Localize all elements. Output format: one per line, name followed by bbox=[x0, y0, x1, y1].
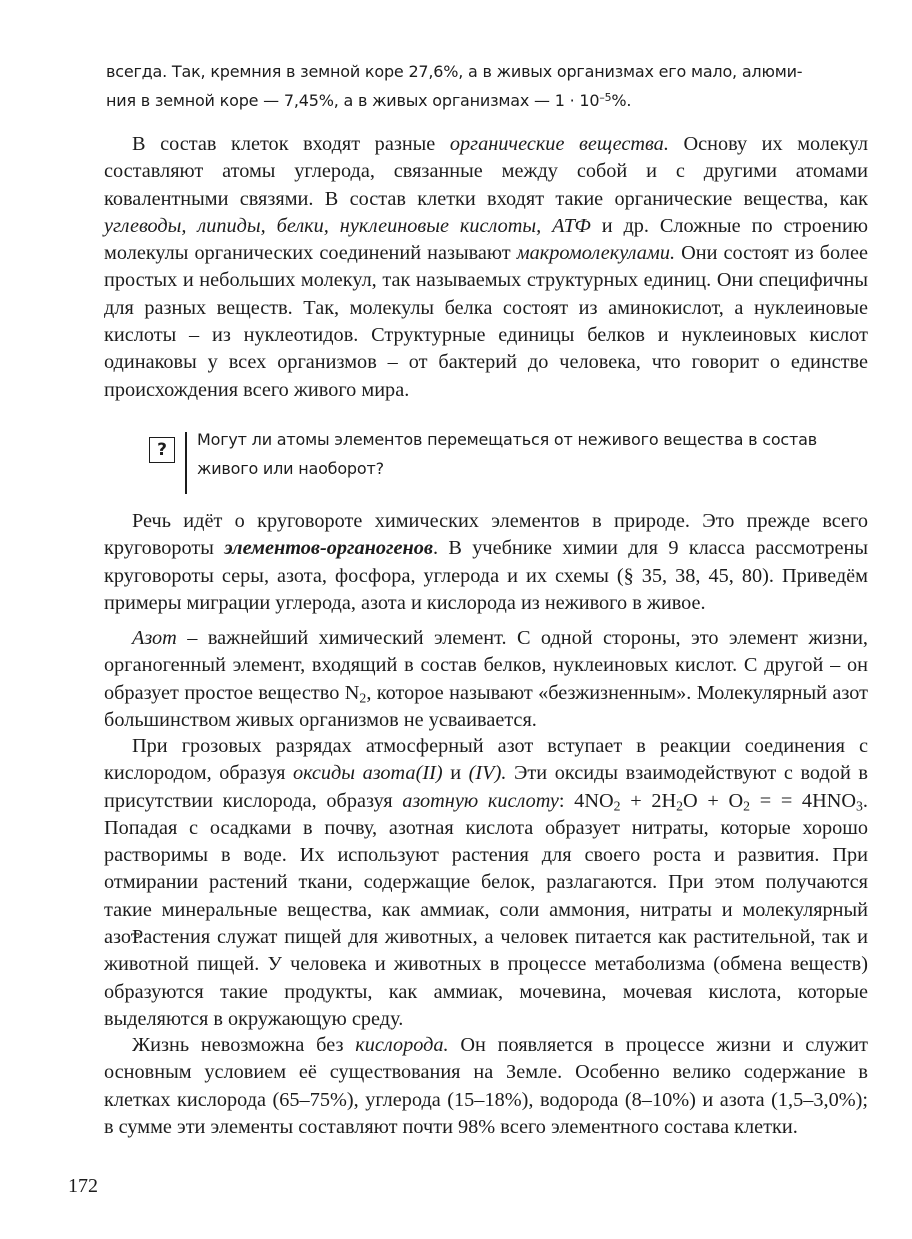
equation-part: + 2H bbox=[620, 789, 677, 812]
text-run: Жизнь невозможна без bbox=[132, 1034, 356, 1056]
question-divider bbox=[185, 432, 187, 494]
subscript: 3 bbox=[856, 798, 863, 814]
term-substance-list: углеводы, липиды, белки, нуклеиновые кислоты, АТФ bbox=[104, 214, 591, 237]
subscript: 2 bbox=[359, 690, 367, 706]
text-run: и bbox=[442, 762, 469, 785]
term-nitrogen: Азот bbox=[132, 627, 177, 649]
paragraph-element-cycles bbox=[104, 508, 868, 617]
text-run: . Попадая с осадками в почву, азотная кислота образует нитраты, которые хорошо растворимы в воде. Их используют растения для своего роста и развития. При отмирании растений ткани, содержащие белок, разлагаются. При этом получаются такие минеральные вещества, как аммиак, соли аммония, нитраты и молекулярный азот. bbox=[104, 789, 868, 949]
text-run: Они состоят из более простых и небольших молекул, так называемых структурных единиц. Они специфичны для разных веществ. Так, молекулы белка состоят из аминокислот, а нуклеиновые кислоты – из нуклеотидов. Структурные единицы белков и нуклеиновых кислот одинаковы у всех организмов – от бактерий до человека, что говорит о единстве происхождения всего живого мира. bbox=[104, 242, 868, 401]
question-text: Могут ли атомы элементов перемещаться от неживого вещества в состав живого или наоборот? bbox=[197, 430, 817, 478]
subscript: 2 bbox=[743, 798, 751, 814]
top-note-line-2 bbox=[106, 86, 866, 115]
top-note-line-2-end: %. bbox=[611, 91, 632, 110]
term-nitric-acid: азотную кислоту bbox=[402, 789, 559, 812]
text-run: При грозовых разрядах атмосферный азот вступает в реакции соединения с кислородом, образуя bbox=[104, 735, 868, 785]
text-run: Речь идёт о круговороте химических элементов в природе. Это прежде всего круговороты bbox=[104, 510, 868, 560]
equation-part: O + O bbox=[683, 789, 744, 812]
top-note bbox=[106, 57, 866, 115]
top-note-line-2-text: ния в земной коре — 7,45%, а в живых организмах — 1 · 10 bbox=[106, 91, 600, 110]
term-macromolecules: макромолекулами. bbox=[516, 242, 676, 265]
subscript: 2 bbox=[676, 798, 684, 814]
text-run: Основу их молекул составляют атомы углерода, связанные между собой и с другими атомами ковалентными связями. В состав клетки входят такие органические вещества, как bbox=[104, 133, 868, 210]
paragraph-food-chain: Растения служат пищей для животных, а человек питается как растительной, так и животной пищей. У человека и животных в процессе метаболизма (обмена веществ) образуются такие продукты, как аммиак, мочевина, мочевая кислота, которые выделяются в окружающую среду. bbox=[104, 926, 868, 1030]
page-number: 172 bbox=[68, 1175, 98, 1197]
top-note-line-1: всегда. Так, кремния в земной коре 27,6%, а в живых организмах его мало, алюми- bbox=[106, 62, 803, 81]
text-run: и др. Сложные по строению молекулы органических соединений называют bbox=[104, 214, 869, 265]
term-organogens: элементов-органогенов bbox=[224, 537, 433, 560]
term-oxide-iv: (IV). bbox=[468, 762, 507, 785]
term-nitrogen-oxides: оксиды азота(II) bbox=[293, 762, 443, 785]
paragraph-oxygen bbox=[104, 1032, 868, 1141]
equation-part: : 4NO bbox=[558, 789, 614, 812]
equation-part: = = 4HNO bbox=[750, 789, 857, 812]
text-run: . В учебнике химии для 9 класса рассмотрены круговороты серы, азота, фосфора, углерода и их схемы (§ 35, 38, 45, 80). Приведём примеры миграции углерода, азота и кислорода из неживого в живое. bbox=[104, 537, 868, 614]
text-run: Эти оксиды взаимодействуют с водой в присутствии кислорода, образуя bbox=[104, 762, 868, 812]
paragraph-organic-substances bbox=[104, 131, 868, 404]
exponent: –5 bbox=[599, 91, 612, 105]
term-oxygen: кислорода. bbox=[355, 1034, 449, 1056]
subscript: 2 bbox=[613, 798, 621, 814]
question-mark-icon: ? bbox=[149, 437, 175, 463]
paragraph-nitrogen bbox=[104, 625, 868, 734]
paragraph-lightning bbox=[104, 733, 868, 951]
text-run: , которое называют «безжизненным». Молекулярный азот большинством живых организмов не усваивается. bbox=[104, 681, 868, 731]
text-run: – важнейший химический элемент. С одной стороны, это элемент жизни, органогенный элемент, входящий в состав белков, нуклеиновых кислот. С другой – он образует простое вещество N bbox=[104, 627, 868, 704]
text-run: В состав клеток входят разные bbox=[132, 133, 450, 155]
text-run: Он появляется в процессе жизни и служит основным условием её существования на Земле. Особенно велико содержание в клетках кислорода (65–75%), углерода (15–18%), водорода (8–10%) и азота (1,5–3,0%); в сумме эти элементы составляют почти 98% всего элементного состава клетки. bbox=[104, 1034, 868, 1138]
term-organic-substances: органические вещества. bbox=[449, 133, 669, 155]
